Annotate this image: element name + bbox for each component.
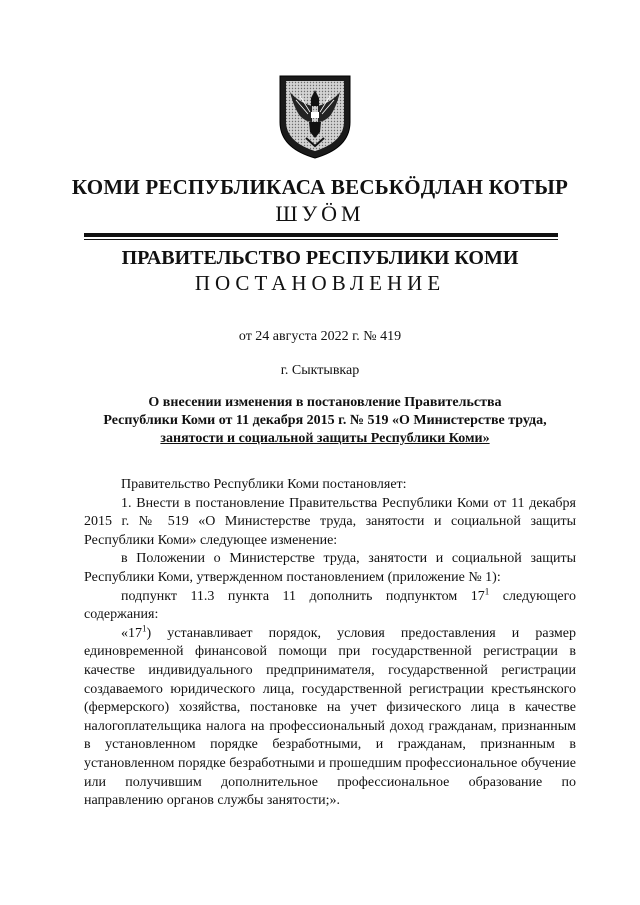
paragraph-3-tail: следующего содержания: bbox=[84, 588, 577, 623]
city: г. Сыктывкар bbox=[280, 363, 360, 378]
paragraph-3-text: подпункт 11.3 пункта 11 дополнить подпунктом 17 bbox=[121, 588, 485, 604]
header-rule-thin bbox=[84, 239, 558, 240]
paragraph-4-text: ) устанавливает порядок, условия предоставления и размер единовременной финансовой помощи при государственной регистрации в качестве индивидуального предпринимателя, государственной регистрации создаваемого юридического лица, государственной регистрации крестьянского (фермерского) хозяйства, постановке на учет физического лица в качестве налогоплательщика налога на профессиональный доход гражданам, признанным в установленном порядке безработными, и гражданам, признанным в установленном порядке безработными и прошедшим профессиональное обучение или получившим дополнительное профессиональное образование по направлению органов службы занятости;». bbox=[84, 625, 576, 809]
date-number: от 24 августа 2022 г. № 419 bbox=[238, 329, 402, 344]
org-title-russian: ПРАВИТЕЛЬСТВО РЕСПУБЛИКИ КОМИ bbox=[121, 247, 519, 269]
document-body bbox=[84, 476, 576, 811]
coat-of-arms-emblem bbox=[276, 72, 354, 160]
paragraph-4-open: «17 bbox=[121, 625, 142, 641]
document-subject bbox=[80, 394, 570, 448]
subject-line-2: Республики Коми от 11 декабря 2015 г. № 519 «О Министерстве труда, bbox=[103, 413, 547, 428]
superscript: 1 bbox=[484, 585, 490, 596]
paragraph-preamble: Правительство Республики Коми постановляет: bbox=[121, 477, 407, 492]
header-rule-thick bbox=[84, 233, 558, 237]
paragraph-1: 1. Внести в постановление Правительства Республики Коми от 11 декабря 2015 г. № 519 «О Министерстве труда, занятости и социальной защиты Республики Коми» следующее изменение: bbox=[84, 495, 576, 548]
doc-type-russian: ПОСТАНОВЛЕНИЕ bbox=[194, 271, 446, 295]
org-title-komi: КОМИ РЕСПУБЛИКАСА ВЕСЬКӦДЛАН КОТЫР bbox=[71, 175, 569, 199]
paragraph-4 bbox=[84, 625, 576, 811]
paragraph-3 bbox=[84, 585, 577, 625]
subject-line-3: занятости и социальной защиты Республики Коми» bbox=[160, 431, 490, 446]
subject-line-1: О внесении изменения в постановление Правительства bbox=[148, 395, 502, 410]
superscript: 1 bbox=[142, 623, 147, 634]
paragraph-2: в Положении о Министерстве труда, занятости и социальной защиты Республики Коми, утвержденном постановлением (приложение № 1): bbox=[84, 551, 576, 585]
doc-type-komi: ШУӦМ bbox=[275, 201, 365, 226]
